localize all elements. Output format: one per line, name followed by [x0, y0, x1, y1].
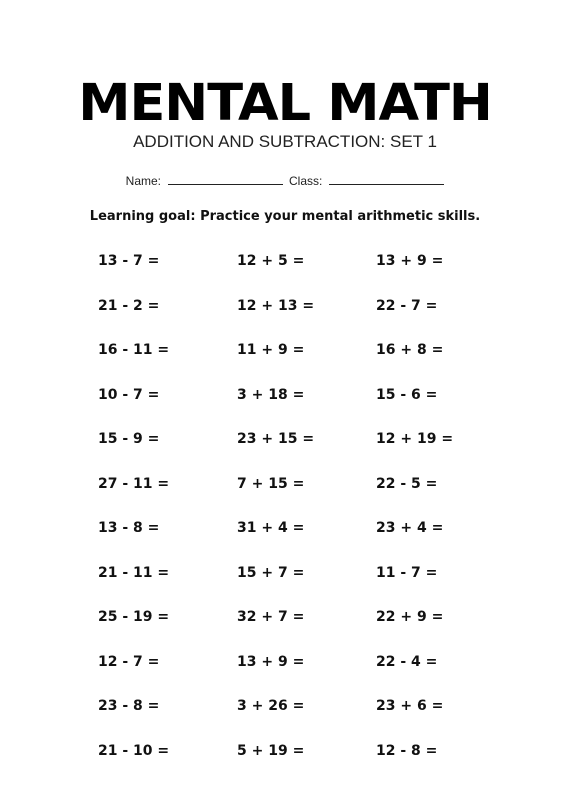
problem-row	[98, 470, 518, 515]
math-problem: 32 + 7 =	[237, 609, 305, 625]
math-problem: 13 - 8 =	[98, 520, 160, 536]
math-problem: 21 - 11 =	[98, 564, 170, 581]
math-problem: 7 + 15 =	[237, 475, 305, 492]
math-problem: 5 + 19 =	[237, 742, 305, 759]
problem-row	[98, 559, 518, 604]
problem-row	[98, 336, 518, 381]
math-problem: 12 + 5 =	[237, 253, 305, 269]
problem-row	[98, 514, 518, 559]
math-problem: 12 + 19 =	[376, 431, 454, 447]
problem-row	[98, 425, 518, 470]
math-problem: 13 + 9 =	[237, 653, 305, 670]
worksheet-title: MENTAL MATH	[78, 74, 492, 133]
math-problem: 22 + 9 =	[376, 609, 444, 625]
math-problem: 27 - 11 =	[98, 475, 170, 492]
math-problem: 13 + 9 =	[376, 253, 444, 269]
math-problem: 16 - 11 =	[98, 342, 170, 358]
math-problem: 31 + 4 =	[237, 520, 305, 536]
math-problem: 23 + 4 =	[376, 520, 444, 536]
name-blank-line[interactable]	[168, 172, 283, 185]
learning-goal: Learning goal: Practice your mental arithmetic skills.	[89, 209, 481, 224]
problem-row	[98, 603, 518, 648]
problem-row	[98, 292, 518, 337]
math-problem: 12 + 13 =	[237, 297, 315, 314]
math-problem: 12 - 8 =	[376, 742, 438, 759]
problem-row	[98, 737, 518, 782]
math-problem: 22 - 5 =	[376, 475, 438, 492]
name-label: Name:	[125, 174, 161, 188]
math-problem: 16 + 8 =	[376, 342, 444, 358]
math-problem: 15 - 6 =	[376, 386, 438, 403]
math-problem: 10 - 7 =	[98, 386, 160, 403]
name-class-row	[0, 172, 570, 188]
math-problem: 12 - 7 =	[98, 653, 160, 670]
math-problem: 23 + 6 =	[376, 698, 444, 714]
math-problem: 21 - 10 =	[98, 742, 170, 759]
problem-row	[98, 247, 518, 292]
math-problem: 15 + 7 =	[237, 564, 305, 581]
math-problem: 11 + 9 =	[237, 342, 305, 358]
math-problem: 22 - 7 =	[376, 297, 438, 314]
class-label: Class:	[289, 174, 323, 188]
math-problem: 13 - 7 =	[98, 253, 160, 269]
math-problem: 23 - 8 =	[98, 698, 160, 714]
math-problem: 11 - 7 =	[376, 564, 438, 581]
math-problem: 21 - 2 =	[98, 297, 160, 314]
problem-row	[98, 692, 518, 737]
worksheet-subtitle: ADDITION AND SUBTRACTION: SET 1	[133, 132, 437, 151]
math-problem: 25 - 19 =	[98, 609, 170, 625]
math-problem: 3 + 26 =	[237, 698, 305, 714]
problem-row	[98, 381, 518, 426]
problem-row	[98, 648, 518, 693]
class-blank-line[interactable]	[329, 172, 444, 185]
problem-grid	[98, 247, 518, 781]
math-problem: 22 - 4 =	[376, 653, 438, 670]
math-problem: 15 - 9 =	[98, 431, 160, 447]
math-problem: 3 + 18 =	[237, 386, 305, 403]
math-problem: 23 + 15 =	[237, 431, 315, 447]
